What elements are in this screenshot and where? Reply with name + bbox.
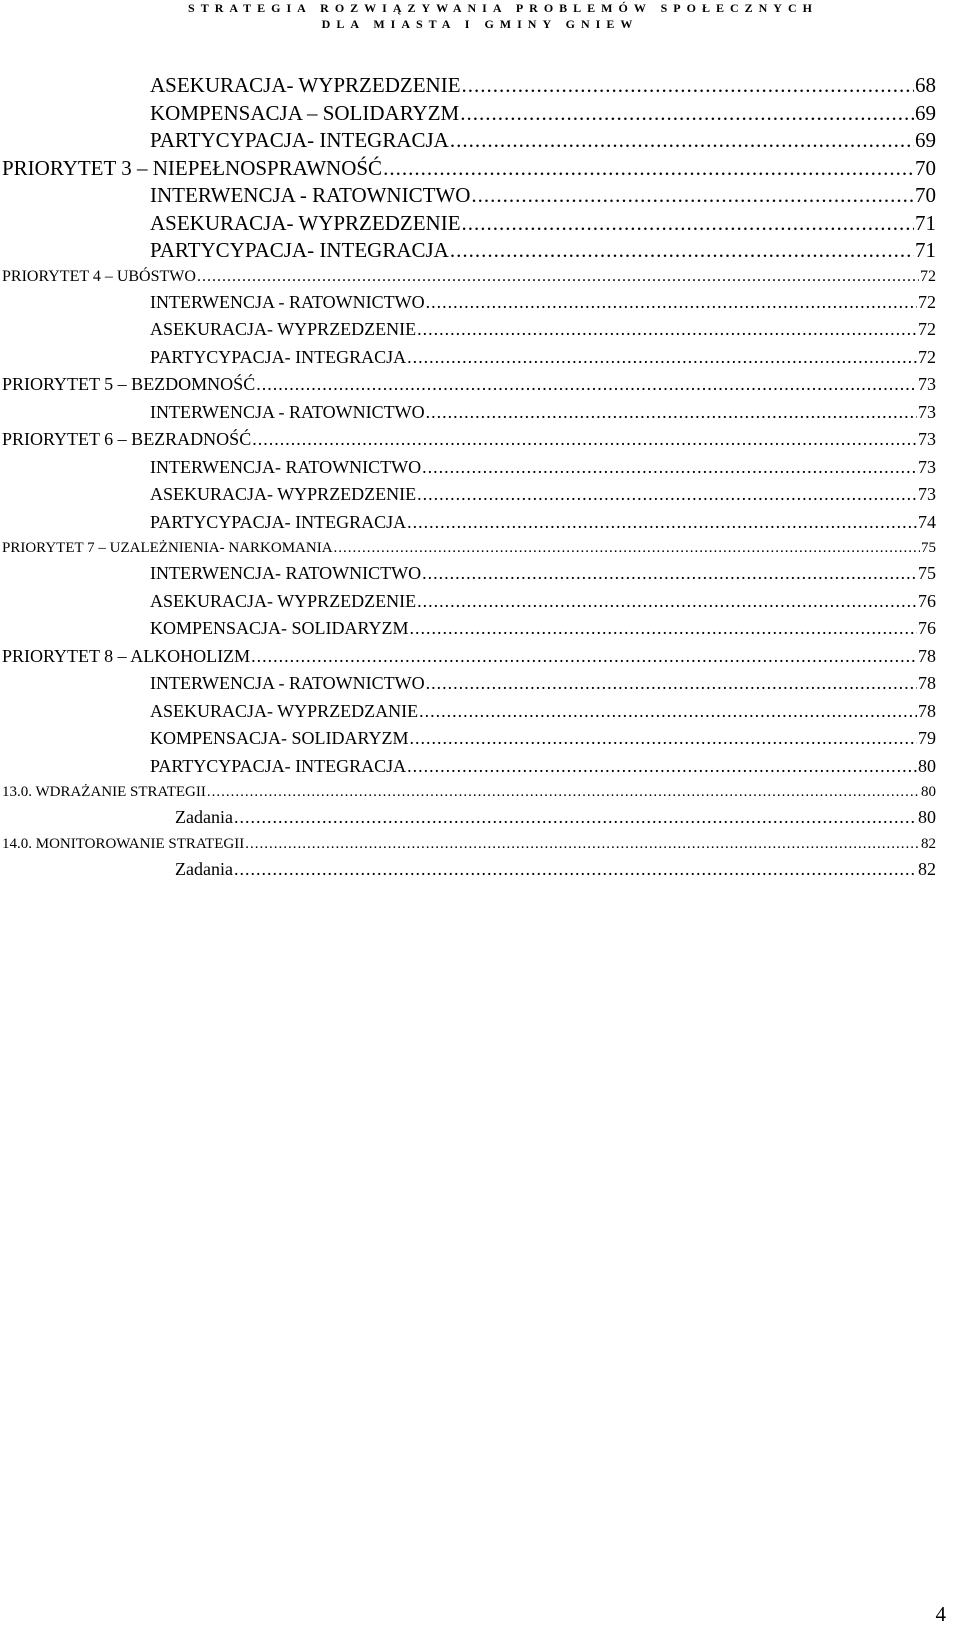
toc-entry[interactable] <box>0 454 936 482</box>
toc-entry-label: PARTYCYPACJA- INTEGRACJA <box>150 755 407 776</box>
toc-entry[interactable] <box>0 643 936 671</box>
toc-entry-page: 73 <box>918 374 936 394</box>
toc-entry[interactable] <box>0 399 936 427</box>
toc-entry[interactable] <box>0 804 936 832</box>
toc-leader-dots <box>251 643 917 671</box>
toc-leader-dots <box>410 615 917 643</box>
toc-entry-label: 14.0. MONITOROWANIE STRATEGII <box>2 835 245 852</box>
toc-entry[interactable] <box>0 698 936 726</box>
toc-entry-page: 73 <box>918 401 936 422</box>
running-header <box>0 0 960 32</box>
toc-leader-dots <box>234 856 917 884</box>
toc-entry[interactable] <box>0 210 936 238</box>
toc-entry-page: 72 <box>920 267 936 285</box>
toc-entry-label: PRIORYTET 8 – ALKOHOLIZM <box>2 645 251 666</box>
toc-entry-label: KOMPENSACJA – SOLIDARYZM <box>150 100 460 125</box>
toc-entry-label: PARTYCYPACJA- INTEGRACJA <box>150 128 449 152</box>
toc-leader-dots <box>422 560 917 588</box>
toc-entry-label: 13.0. WDRAŻANIE STRATEGII <box>2 784 206 800</box>
toc-leader-dots <box>245 832 920 856</box>
toc-entry-page: 74 <box>918 511 936 532</box>
toc-entry-page: 72 <box>918 291 936 312</box>
toc-entry-page: 79 <box>918 728 936 748</box>
toc-entry-page: 73 <box>918 429 936 449</box>
toc-leader-dots <box>460 100 914 128</box>
toc-leader-dots <box>417 481 917 509</box>
toc-entry[interactable] <box>0 316 936 344</box>
toc-entry-page: 71 <box>915 238 936 262</box>
toc-entry-label: PRIORYTET 7 – UZALEŻNIENIA- NARKOMANIA <box>2 540 333 556</box>
toc-entry-label: PRIORYTET 3 – NIEPEŁNOSPRAWNOŚĆ <box>2 155 383 180</box>
toc-entry-page: 78 <box>918 700 936 721</box>
toc-leader-dots <box>407 753 917 781</box>
toc-entry-page: 76 <box>918 590 936 611</box>
toc-leader-dots <box>417 588 917 616</box>
toc-entry-label: ASEKURACJA- WYPRZEDZENIE <box>150 73 461 97</box>
toc-entry-label: ASEKURACJA- WYPRZEDZENIE <box>150 210 461 235</box>
toc-entry-page: 82 <box>921 835 936 852</box>
toc-entry-page: 73 <box>918 484 936 504</box>
toc-entry-page: 78 <box>918 645 936 666</box>
toc-entry[interactable] <box>0 725 936 753</box>
toc-entry-page: 72 <box>918 346 936 367</box>
toc-entry[interactable] <box>0 481 936 509</box>
toc-leader-dots <box>197 265 919 289</box>
toc-entry-page: 82 <box>918 858 936 879</box>
toc-entry-page: 70 <box>915 155 936 180</box>
toc-entry[interactable] <box>0 753 936 781</box>
toc-entry-label: Zadania <box>175 807 233 827</box>
header-line-2: DLA MIASTA I GMINY GNIEW <box>321 17 639 31</box>
toc-leader-dots <box>422 454 917 482</box>
toc-entry[interactable] <box>0 72 936 100</box>
toc-entry-label: PARTYCYPACJA- INTEGRACJA <box>150 511 407 532</box>
toc-entry[interactable] <box>0 509 936 537</box>
toc-entry[interactable] <box>0 265 936 289</box>
toc-entry-label: INTERWENCJA- RATOWNICTWO <box>150 563 422 583</box>
toc-entry-page: 75 <box>918 563 936 583</box>
table-of-contents <box>0 72 960 883</box>
toc-entry[interactable] <box>0 536 936 560</box>
toc-entry[interactable] <box>0 560 936 588</box>
toc-entry[interactable] <box>0 100 936 128</box>
page-number: 4 <box>935 1602 946 1626</box>
toc-entry-label: ASEKURACJA- WYPRZEDZANIE <box>150 700 419 721</box>
toc-entry-label: PARTYCYPACJA- INTEGRACJA <box>150 238 449 262</box>
toc-leader-dots <box>207 780 920 804</box>
toc-leader-dots <box>256 371 917 399</box>
toc-leader-dots <box>426 289 917 317</box>
toc-entry-label: KOMPENSACJA- SOLIDARYZM <box>150 618 409 638</box>
toc-entry-label: PRIORYTET 6 – BEZRADNOŚĆ <box>2 429 252 449</box>
toc-leader-dots <box>407 509 917 537</box>
toc-leader-dots <box>450 127 914 155</box>
toc-entry[interactable] <box>0 371 936 399</box>
toc-leader-dots <box>462 72 914 100</box>
toc-entry-page: 78 <box>918 673 936 693</box>
toc-leader-dots <box>462 210 914 238</box>
toc-entry[interactable] <box>0 615 936 643</box>
toc-entry-page: 80 <box>921 784 936 800</box>
toc-entry[interactable] <box>0 127 936 155</box>
toc-leader-dots <box>383 155 914 183</box>
toc-entry-label: INTERWENCJA- RATOWNICTWO <box>150 456 422 477</box>
toc-entry-page: 71 <box>915 210 936 235</box>
toc-entry-label: PRIORYTET 5 – BEZDOMNOŚĆ <box>2 374 256 394</box>
toc-entry-page: 69 <box>915 100 936 125</box>
toc-leader-dots <box>407 344 917 372</box>
toc-entry[interactable] <box>0 426 936 454</box>
toc-entry-label: PARTYCYPACJA- INTEGRACJA <box>150 346 407 367</box>
toc-entry[interactable] <box>0 155 936 183</box>
toc-entry-page: 76 <box>918 618 936 638</box>
toc-entry-page: 69 <box>915 128 936 152</box>
toc-entry[interactable] <box>0 856 936 884</box>
toc-entry-label: INTERWENCJA - RATOWNICTWO <box>150 401 425 422</box>
toc-entry-label: INTERWENCJA - RATOWNICTWO <box>150 291 425 312</box>
toc-leader-dots <box>252 426 917 454</box>
header-line-1: STRATEGIA ROZWIĄZYWANIA PROBLEMÓW SPOŁECZNYCH <box>188 1 818 15</box>
toc-entry[interactable] <box>0 832 936 856</box>
toc-entry-label: ASEKURACJA- WYPRZEDZENIE <box>150 319 417 339</box>
toc-entry-label: ASEKURACJA- WYPRZEDZENIE <box>150 590 417 611</box>
toc-entry-label: ASEKURACJA- WYPRZEDZENIE <box>150 484 417 504</box>
toc-leader-dots <box>419 698 917 726</box>
toc-entry-page: 72 <box>918 319 936 339</box>
toc-entry-label: KOMPENSACJA- SOLIDARYZM <box>150 728 409 748</box>
toc-entry[interactable] <box>0 344 936 372</box>
toc-entry-page: 80 <box>918 755 936 776</box>
toc-leader-dots <box>417 316 917 344</box>
toc-leader-dots <box>334 536 920 560</box>
toc-entry-page: 70 <box>915 183 936 207</box>
toc-leader-dots <box>426 399 917 427</box>
toc-entry[interactable] <box>0 182 936 210</box>
toc-entry[interactable] <box>0 670 936 698</box>
toc-entry-label: INTERWENCJA - RATOWNICTWO <box>150 183 471 207</box>
toc-leader-dots <box>426 670 917 698</box>
toc-entry-label: INTERWENCJA - RATOWNICTWO <box>150 673 425 693</box>
toc-entry-page: 75 <box>921 540 936 556</box>
toc-leader-dots <box>450 237 914 265</box>
toc-entry-page: 80 <box>918 807 936 827</box>
toc-leader-dots <box>471 182 914 210</box>
toc-entry-page: 73 <box>918 456 936 477</box>
toc-entry[interactable] <box>0 780 936 804</box>
toc-entry-label: Zadania <box>175 858 233 879</box>
toc-entry[interactable] <box>0 588 936 616</box>
toc-entry[interactable] <box>0 289 936 317</box>
toc-leader-dots <box>234 804 917 832</box>
toc-entry-label: PRIORYTET 4 – UBÓSTWO <box>2 267 196 285</box>
toc-leader-dots <box>410 725 917 753</box>
toc-entry[interactable] <box>0 237 936 265</box>
toc-entry-page: 68 <box>915 73 936 97</box>
